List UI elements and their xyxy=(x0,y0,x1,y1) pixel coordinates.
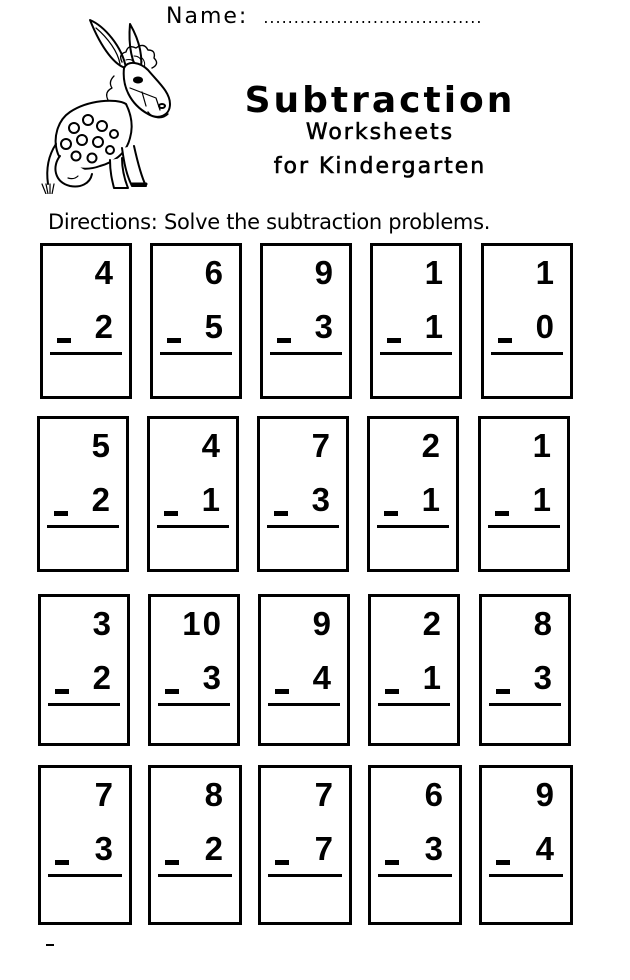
minuend: 4 xyxy=(94,254,115,291)
minuend: 1 xyxy=(532,427,553,464)
problem-card xyxy=(368,594,460,746)
minuend: 1 xyxy=(424,254,445,291)
minus-sign xyxy=(277,338,291,343)
name-blank: .................................... xyxy=(263,8,483,27)
answer-line xyxy=(157,525,229,528)
minus-sign xyxy=(275,689,289,694)
minuend: 7 xyxy=(314,776,335,813)
subtrahend: 5 xyxy=(204,308,225,345)
problem-card xyxy=(150,243,242,399)
answer-line xyxy=(267,525,339,528)
answer-line xyxy=(378,703,450,706)
subtrahend: 0 xyxy=(535,308,556,345)
answer-line xyxy=(158,874,232,877)
answer-line xyxy=(158,703,230,706)
minuend: 9 xyxy=(314,254,335,291)
minus-sign xyxy=(275,860,289,865)
minus-sign xyxy=(496,689,510,694)
problem-card xyxy=(367,416,459,572)
problem-card xyxy=(257,416,349,572)
subtrahend: 3 xyxy=(314,308,335,345)
subtrahend: 1 xyxy=(532,481,553,518)
answer-line xyxy=(270,352,342,355)
minus-sign xyxy=(164,511,178,516)
answer-line xyxy=(491,352,563,355)
subtrahend: 2 xyxy=(92,659,113,696)
problem-card xyxy=(368,765,462,925)
subtrahend: 3 xyxy=(311,481,332,518)
subtrahend: 3 xyxy=(424,830,445,867)
subtrahend: 1 xyxy=(421,481,442,518)
directions-text: Directions: Solve the subtraction problems. xyxy=(48,210,491,234)
worksheet-subtitle: Worksheets xyxy=(305,120,455,145)
problem-card xyxy=(40,243,132,399)
answer-line xyxy=(488,525,560,528)
minuend: 9 xyxy=(312,605,333,642)
minus-sign xyxy=(498,338,512,343)
answer-line xyxy=(378,874,452,877)
answer-line xyxy=(268,874,342,877)
minus-sign xyxy=(55,689,69,694)
problem-card xyxy=(38,594,130,746)
answer-line xyxy=(160,352,232,355)
minuend: 9 xyxy=(535,776,556,813)
problem-card xyxy=(148,765,242,925)
answer-line xyxy=(489,703,561,706)
minuend: 8 xyxy=(533,605,554,642)
minuend: 7 xyxy=(311,427,332,464)
minus-sign xyxy=(495,511,509,516)
name-field xyxy=(166,4,482,29)
subtrahend: 2 xyxy=(204,830,225,867)
minuend: 5 xyxy=(91,427,112,464)
subtrahend: 1 xyxy=(201,481,222,518)
answer-line xyxy=(47,525,119,528)
subtrahend: 4 xyxy=(312,659,333,696)
problem-card xyxy=(479,594,571,746)
minus-sign xyxy=(54,511,68,516)
minus-sign xyxy=(387,338,401,343)
minus-sign xyxy=(274,511,288,516)
minus-sign xyxy=(167,338,181,343)
worksheet-subtitle-2: for Kindergarten xyxy=(273,154,487,179)
minuend: 6 xyxy=(204,254,225,291)
subtrahend: 2 xyxy=(91,481,112,518)
minus-sign xyxy=(496,860,510,865)
problem-card xyxy=(258,765,352,925)
problem-card xyxy=(260,243,352,399)
minuend: 2 xyxy=(422,605,443,642)
answer-line xyxy=(50,352,122,355)
minuend: 2 xyxy=(421,427,442,464)
problem-card xyxy=(370,243,462,399)
subtrahend: 3 xyxy=(533,659,554,696)
problem-card xyxy=(481,243,573,399)
subtrahend: 7 xyxy=(314,830,335,867)
donkey-illustration xyxy=(30,16,180,194)
problem-card xyxy=(147,416,239,572)
minuend: 1 xyxy=(535,254,556,291)
minus-sign xyxy=(165,689,179,694)
page-mark xyxy=(46,944,54,946)
minus-sign xyxy=(57,338,71,343)
subtrahend: 1 xyxy=(422,659,443,696)
minus-sign xyxy=(385,689,399,694)
minuend: 10 xyxy=(182,605,223,642)
minus-sign xyxy=(385,860,399,865)
problem-card xyxy=(37,416,129,572)
minus-sign xyxy=(384,511,398,516)
name-label: Name: xyxy=(166,4,249,29)
problem-card xyxy=(38,765,132,925)
answer-line xyxy=(268,703,340,706)
answer-line xyxy=(48,874,122,877)
problem-card xyxy=(148,594,240,746)
minuend: 4 xyxy=(201,427,222,464)
minuend: 7 xyxy=(94,776,115,813)
answer-line xyxy=(489,874,563,877)
minuend: 8 xyxy=(204,776,225,813)
subtrahend: 2 xyxy=(94,308,115,345)
minus-sign xyxy=(55,860,69,865)
answer-line xyxy=(380,352,452,355)
worksheet-title: Subtraction xyxy=(244,80,516,121)
subtrahend: 1 xyxy=(424,308,445,345)
answer-line xyxy=(48,703,120,706)
minuend: 6 xyxy=(424,776,445,813)
problem-card xyxy=(258,594,350,746)
answer-line xyxy=(377,525,449,528)
minus-sign xyxy=(165,860,179,865)
problem-card xyxy=(479,765,573,925)
minuend: 3 xyxy=(92,605,113,642)
problem-card xyxy=(478,416,570,572)
subtrahend: 4 xyxy=(535,830,556,867)
subtrahend: 3 xyxy=(94,830,115,867)
subtrahend: 3 xyxy=(202,659,223,696)
